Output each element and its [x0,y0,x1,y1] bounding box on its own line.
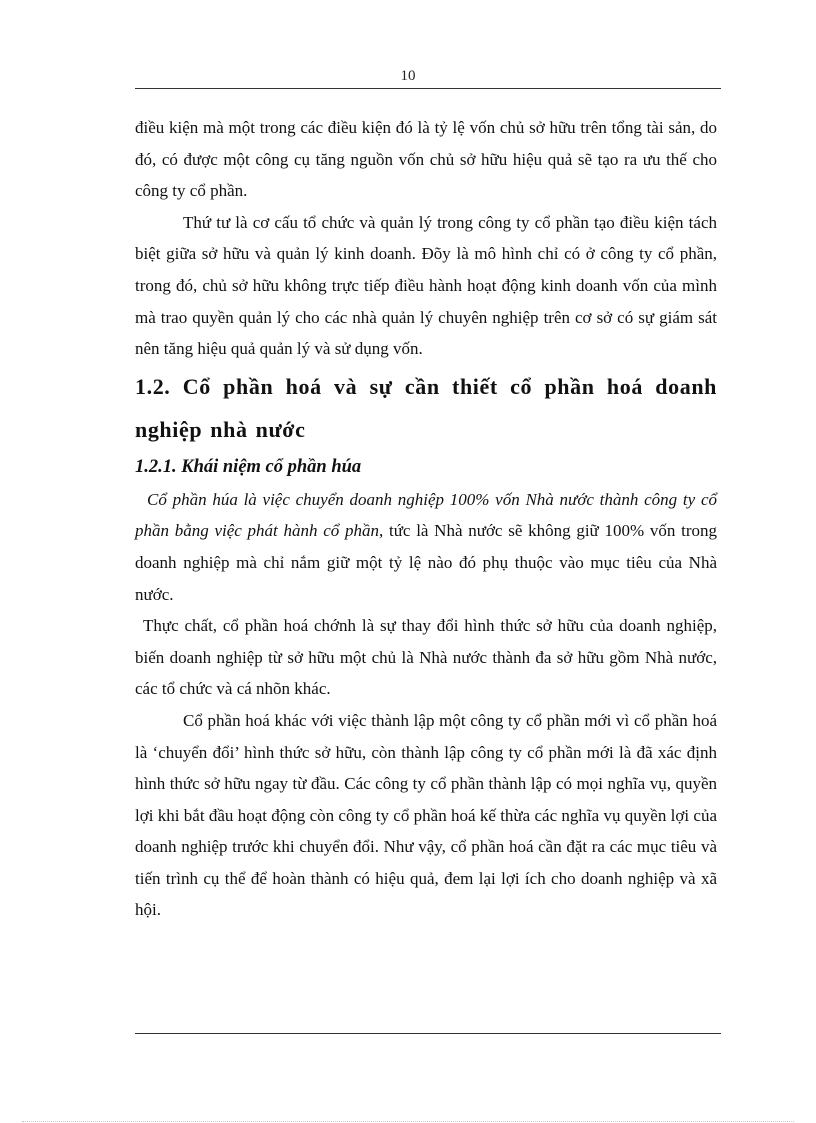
header-rule [135,88,721,89]
paragraph-difference: Cổ phần hoá khác với việc thành lập một công ty cổ phần mới vì cổ phần hoá là ‘chuyển đổi’ hình thức sở hữu, còn thành lập công ty cổ phần mới là đã xác định hình thức sở hữu ngay từ đầu. Các công ty cổ phần thành lập có mọi nghĩa vụ, quyền lợi khi bắt đầu hoạt động còn công ty cổ phần hoá kế thừa các nghĩa vụ quyền lợi của doanh nghiệp trước khi chuyển đổi. Như vậy, cổ phần hoá cần đặt ra các mục tiêu và tiến trình cụ thể để hoàn thành có hiệu quả, đem lại lợi ích cho doanh nghiệp và xã hội. [135,710,717,920]
document-body [135,112,717,926]
paragraph-continuation: điều kiện mà một trong các điều kiện đó là tỷ lệ vốn chủ sở hữu trên tổng tài sản, do đó, có được một công cụ tăng nguồn vốn chủ sở hữu hiệu quả sẽ tạo ra ưu thế cho công ty cổ phần. [135,118,717,201]
footer-rule [135,1033,721,1034]
definition-italic-text: Cổ phần húa là việc chuyển doanh nghiệp 100% vốn Nhà nước thành công ty cổ phần bằng việc phát hành cổ phần [135,489,717,541]
page-number: 10 [400,68,416,84]
section-heading-1-2: 1.2. Cổ phần hoá và sự cần thiết cổ phần hoá doanh nghiệp nhà nước [135,373,717,442]
paragraph-organization-structure: Thứ tư là cơ cấu tổ chức và quản lý trong công ty cổ phần tạo điều kiện tách biệt giữa sở hữu và quản lý kinh doanh. Đõy là mô hình chỉ có ở công ty cổ phần, trong đó, chủ sở hữu không trực tiếp điều hành hoạt động kinh doanh vốn của mình mà trao quyền quản lý cho các nhà quản lý chuyên nghiệp trên cơ sở có sự giám sát nên tăng hiệu quả quản lý và sử dụng vốn. [135,212,717,359]
subsection-heading-1-2-1: 1.2.1. Khái niệm cổ phần húa [135,456,362,477]
paragraph-definition [135,484,717,610]
definition-rest-text: , tức là Nhà nước sẽ không giữ 100% vốn trong doanh nghiệp mà chỉ nắm giữ một tỷ lệ nào đó phụ thuộc vào mục tiêu của Nhà nước. [135,521,717,604]
page-bottom-dotted-border [22,1121,794,1122]
paragraph-essence: Thực chất, cổ phần hoá chớnh là sự thay đổi hình thức sở hữu của doanh nghiệp, biến doanh nghiệp từ sở hữu một chủ là Nhà nước thành đa sở hữu gồm Nhà nước, các tổ chức và cá nhõn khác. [135,616,717,699]
